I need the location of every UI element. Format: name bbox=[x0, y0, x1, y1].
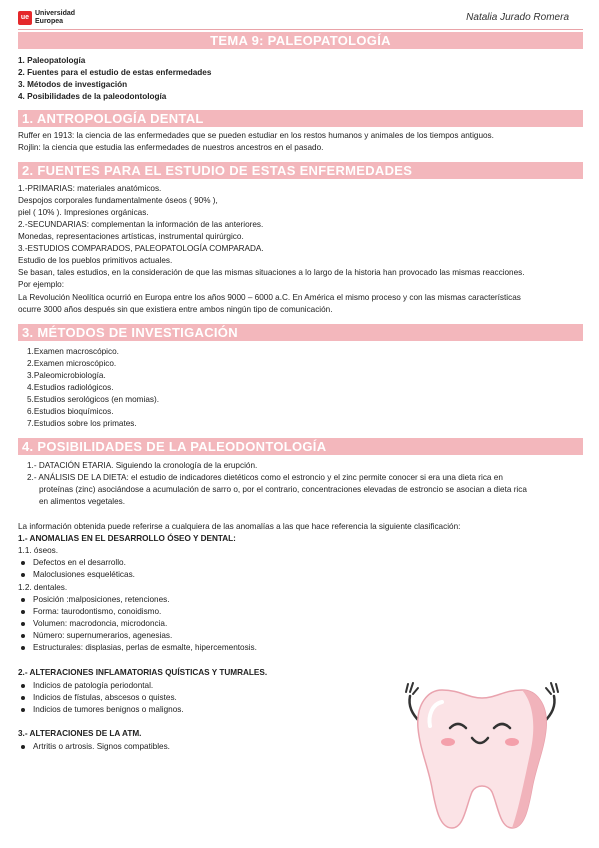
list-item: 6.Estudios bioquímicos. bbox=[27, 407, 114, 416]
logo-line-1: Universidad bbox=[35, 10, 76, 17]
paragraph-line: Ruffer en 1913: la ciencia de las enfermedades que se pueden estudiar en los restos humanos y animales de los tiempos antiguos. bbox=[18, 131, 494, 140]
logo-line-2: Europea bbox=[35, 18, 64, 25]
bullet-item: Estructurales: displasias, perlas de esmalte, hipercementosis. bbox=[33, 643, 257, 652]
list-item: 1.- DATACIÓN ETARIA. Siguiendo la cronología de la erupción. bbox=[27, 461, 258, 470]
university-logo-text bbox=[35, 10, 75, 26]
bullet-icon bbox=[21, 622, 25, 626]
paragraph-line: 1.-PRIMARIAS: materiales anatómicos. bbox=[18, 184, 162, 193]
paragraph-line: Estudio de los pueblos primitivos actuales. bbox=[18, 256, 173, 265]
paragraph-line: piel ( 10% ). Impresiones orgánicas. bbox=[18, 208, 149, 217]
paragraph-line: Se basan, tales estudios, en la consideración de que las mismas situaciones a lo largo de la historia han provocado las mismas reacciones. bbox=[18, 268, 525, 277]
bullet-item: Defectos en el desarrollo. bbox=[33, 558, 126, 567]
logo-mark-text: ue bbox=[20, 14, 30, 21]
bullet-icon bbox=[21, 646, 25, 650]
group-title: 2.- ALTERACIONES INFLAMATORIAS QUÍSTICAS Y TUMRALES. bbox=[18, 668, 268, 677]
bullet-icon bbox=[21, 573, 25, 577]
group-title: 1.- ANOMALIAS EN EL DESARROLLO ÓSEO Y DENTAL: bbox=[18, 534, 236, 543]
index-item: 1. Paleopatología bbox=[18, 56, 86, 65]
bullet-icon bbox=[21, 708, 25, 712]
list-item: 2.- ANÁLISIS DE LA DIETA: el estudio de indicadores dietéticos como el estroncio y el zinc permite conocer si era una dieta rica en bbox=[27, 473, 503, 482]
bullet-item: Indicios de patología periodontal. bbox=[33, 681, 154, 690]
list-item: 5.Estudios serológicos (en momias). bbox=[27, 395, 159, 404]
section-heading-posibilidades: 4. POSIBILIDADES DE LA PALEODONTOLOGÍA bbox=[18, 438, 583, 455]
section-heading-metodos: 3. MÉTODOS DE INVESTIGACIÓN bbox=[18, 324, 583, 341]
section-heading-antropologia: 1. ANTROPOLOGÍA DENTAL bbox=[18, 110, 583, 127]
paragraph-line: La Revolución Neolítica ocurrió en Europa entre los años 9000 – 6000 a.C. En América el mismo proceso y con las mismas características bbox=[18, 293, 521, 302]
classification-intro: La información obtenida puede referirse a cualquiera de las anomalías a las que hace referencia la siguiente clasificación: bbox=[18, 522, 461, 531]
bullet-icon bbox=[21, 598, 25, 602]
bullet-item: Número: supernumerarios, agenesias. bbox=[33, 631, 173, 640]
list-item: 4.Estudios radiológicos. bbox=[27, 383, 114, 392]
list-item-continuation: en alimentos vegetales. bbox=[39, 497, 126, 506]
bullet-item: Indicios de fístulas, abscesos o quistes. bbox=[33, 693, 177, 702]
bullet-icon bbox=[21, 610, 25, 614]
list-item-continuation: proteínas (zinc) asociándose a acumulación de sarro o, por el contrario, concentraciones elevadas de estroncio se asocian a dieta rica bbox=[39, 485, 527, 494]
subgroup-title: 1.1. óseos. bbox=[18, 546, 59, 555]
bullet-item: Maloclusiones esqueléticas. bbox=[33, 570, 135, 579]
bullet-icon bbox=[21, 561, 25, 565]
paragraph-line: 3.-ESTUDIOS COMPARADOS, PALEOPATOLOGÍA COMPARADA. bbox=[18, 244, 264, 253]
paragraph-line: Rojlin: la ciencia que estudia las enfermedades de nuestros ancestros en el pasado. bbox=[18, 143, 324, 152]
bullet-item: Artritis o artrosis. Signos compatibles. bbox=[33, 742, 170, 751]
bullet-item: Indicios de tumores benignos o malignos. bbox=[33, 705, 184, 714]
bullet-item: Posición :malposiciones, retenciones. bbox=[33, 595, 170, 604]
index-item: 2. Fuentes para el estudio de estas enfermedades bbox=[18, 68, 212, 77]
page-title: TEMA 9: PALEOPATOLOGÍA bbox=[210, 33, 391, 48]
smiling-tooth-icon bbox=[398, 662, 566, 838]
bullet-item: Volumen: macrodoncia, microdoncia. bbox=[33, 619, 168, 628]
index-item: 3. Métodos de investigación bbox=[18, 80, 128, 89]
bullet-icon bbox=[21, 745, 25, 749]
bullet-icon bbox=[21, 634, 25, 638]
list-item: 7.Estudios sobre los primates. bbox=[27, 419, 137, 428]
paragraph-line: Por ejemplo: bbox=[18, 280, 64, 289]
paragraph-line: Despojos corporales fundamentalmente óseos ( 90% ), bbox=[18, 196, 218, 205]
list-item: 2.Examen microscópico. bbox=[27, 359, 117, 368]
list-item: 1.Examen macroscópico. bbox=[27, 347, 119, 356]
bullet-icon bbox=[21, 684, 25, 688]
group-title: 3.- ALTERACIONES DE LA ATM. bbox=[18, 729, 142, 738]
header-divider bbox=[18, 29, 583, 30]
paragraph-line: Monedas, representaciones artísticas, instrumental quirúrgico. bbox=[18, 232, 244, 241]
subgroup-title: 1.2. dentales. bbox=[18, 583, 68, 592]
index-item: 4. Posibilidades de la paleodontología bbox=[18, 92, 167, 101]
section-heading-fuentes: 2. FUENTES PARA EL ESTUDIO DE ESTAS ENFERMEDADES bbox=[18, 162, 583, 179]
bullet-item: Forma: taurodontismo, conoidismo. bbox=[33, 607, 162, 616]
author-name: Natalia Jurado Romera bbox=[466, 12, 569, 23]
bullet-icon bbox=[21, 696, 25, 700]
paragraph-line: 2.-SECUNDARIAS: complementan la información de las anteriores. bbox=[18, 220, 264, 229]
paragraph-line: ocurre 3000 años después sin que existiera entre ambos ningún tipo de comunicación. bbox=[18, 305, 333, 314]
list-item: 3.Paleomicrobiología. bbox=[27, 371, 106, 380]
